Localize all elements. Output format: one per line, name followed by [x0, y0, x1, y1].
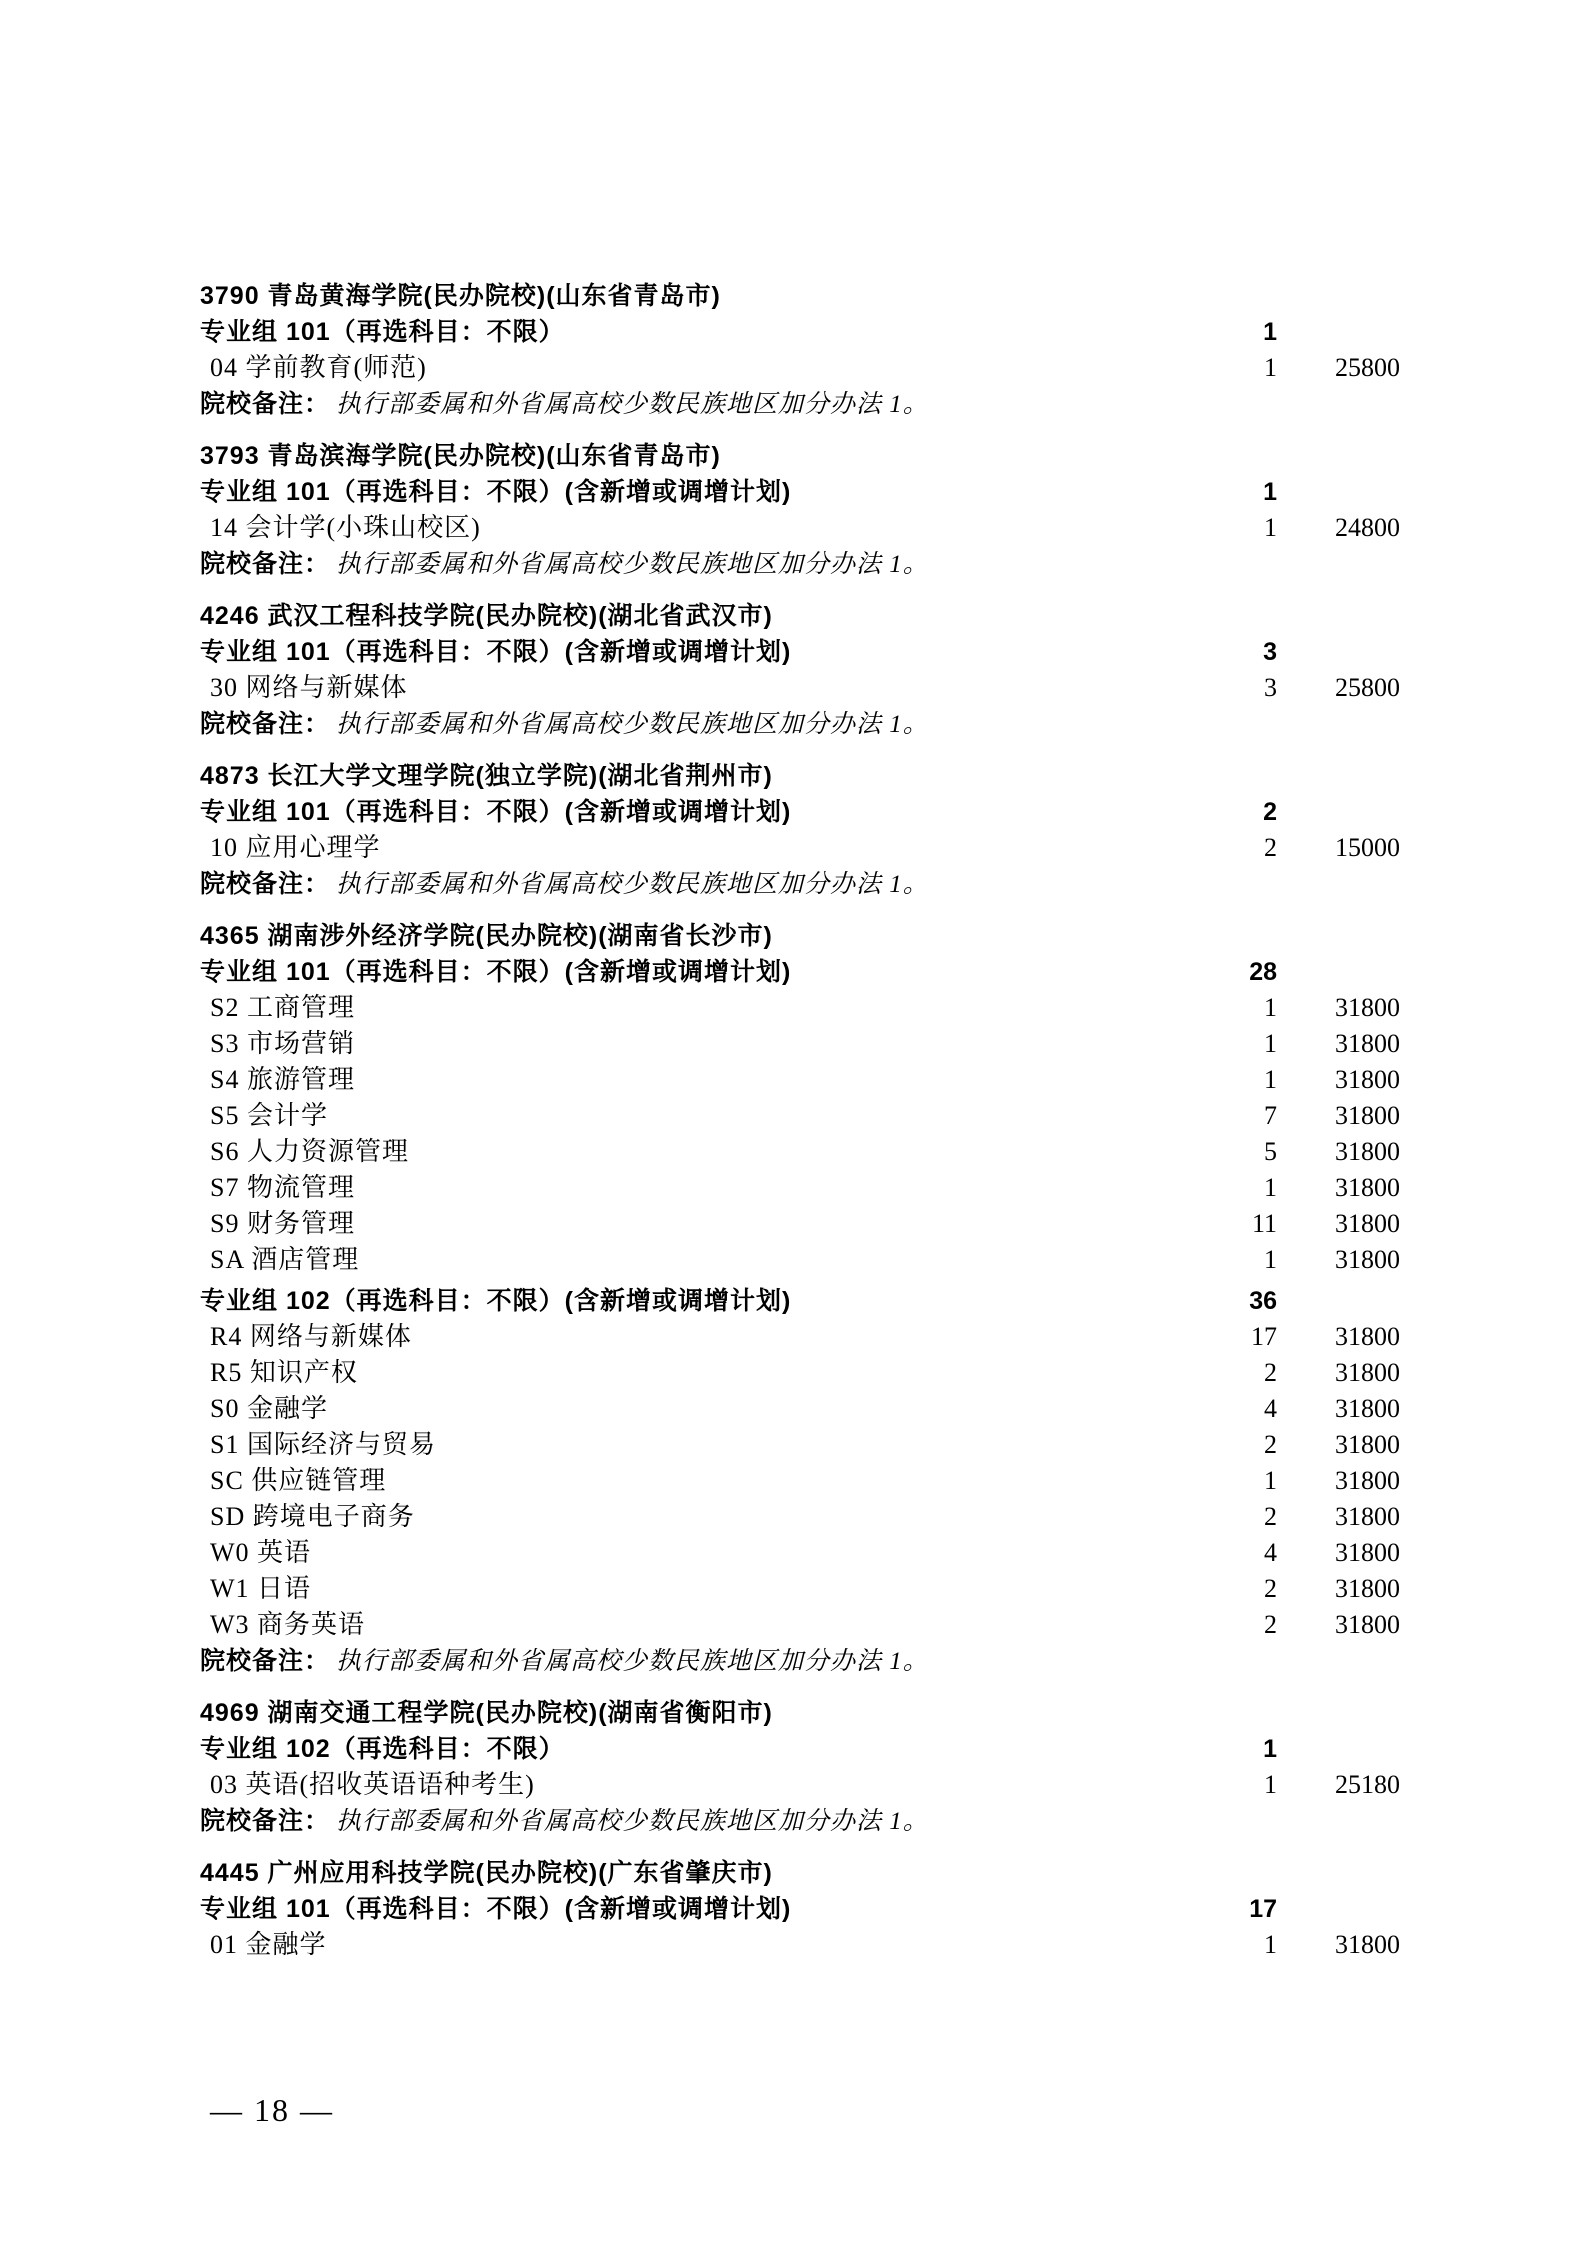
- group-plan-count: 28: [1249, 958, 1277, 986]
- major-name: 30 网络与新媒体: [210, 673, 408, 702]
- group-label: 专业组 101（再选科目：不限）(含新增或调增计划): [200, 958, 792, 986]
- major-plan-count: 2: [1264, 1574, 1277, 1603]
- major-name: W0 英语: [210, 1538, 312, 1567]
- remark-label: 院校备注：: [200, 1807, 331, 1835]
- remark-label: 院校备注：: [200, 550, 331, 578]
- major-name: 01 金融学: [210, 1930, 327, 1959]
- major-plan-count: 2: [1264, 1610, 1277, 1639]
- major-plan-count: 4: [1264, 1394, 1277, 1423]
- major-fee: 31800: [1335, 1137, 1400, 1166]
- major-fee: 31800: [1335, 1930, 1400, 1959]
- major-line: [200, 1134, 1400, 1170]
- major-name: S0 金融学: [210, 1394, 328, 1423]
- major-plan-count: 1: [1264, 1029, 1277, 1058]
- school-block: [200, 1695, 1400, 1839]
- remark-text: 执行部委属和外省属高校少数民族地区加分办法 1。: [336, 871, 929, 898]
- major-plan-count: 2: [1264, 833, 1277, 862]
- school-block: [200, 918, 1400, 1679]
- school-block: [200, 598, 1400, 742]
- major-name: S2 工商管理: [210, 993, 355, 1022]
- remark-label: 院校备注：: [200, 390, 331, 418]
- group-line: [200, 1891, 1400, 1927]
- major-name: SC 供应链管理: [210, 1466, 387, 1495]
- group-line: [200, 1731, 1400, 1767]
- major-fee: 31800: [1335, 1574, 1400, 1603]
- major-fee: 31800: [1335, 1101, 1400, 1130]
- major-plan-count: 1: [1264, 513, 1277, 542]
- major-fee: 31800: [1335, 1610, 1400, 1639]
- group-plan-count: 1: [1263, 318, 1277, 346]
- major-line: [200, 1463, 1400, 1499]
- major-fee: 15000: [1335, 833, 1400, 862]
- major-line: [200, 1242, 1400, 1278]
- school-block: [200, 278, 1400, 422]
- major-name: 03 英语(招收英语语种考生): [210, 1770, 535, 1799]
- major-plan-count: 3: [1264, 673, 1277, 702]
- school-line: 4969 湖南交通工程学院(民办院校)(湖南省衡阳市): [200, 1699, 773, 1727]
- remark-line: [200, 1803, 1400, 1839]
- group-label: 专业组 101（再选科目：不限）(含新增或调增计划): [200, 798, 792, 826]
- major-fee: 31800: [1335, 1394, 1400, 1423]
- major-fee: 31800: [1335, 1029, 1400, 1058]
- school-block: [200, 438, 1400, 582]
- major-name: 04 学前教育(师范): [210, 353, 427, 382]
- remark-text: 执行部委属和外省属高校少数民族地区加分办法 1。: [336, 711, 929, 738]
- major-plan-count: 4: [1264, 1538, 1277, 1567]
- major-line: [200, 990, 1400, 1026]
- major-plan-count: 2: [1264, 1430, 1277, 1459]
- major-plan-count: 1: [1264, 1930, 1277, 1959]
- major-line: [200, 1355, 1400, 1391]
- remark-label: 院校备注：: [200, 1647, 331, 1675]
- major-name: W1 日语: [210, 1574, 312, 1603]
- major-plan-count: 11: [1251, 1209, 1277, 1238]
- school-line: 4873 长江大学文理学院(独立学院)(湖北省荆州市): [200, 762, 773, 790]
- major-plan-count: 1: [1264, 1173, 1277, 1202]
- major-fee: 31800: [1335, 1430, 1400, 1459]
- major-plan-count: 1: [1264, 993, 1277, 1022]
- major-line: [200, 350, 1400, 386]
- remark-text: 执行部委属和外省属高校少数民族地区加分办法 1。: [336, 391, 929, 418]
- major-name: S4 旅游管理: [210, 1065, 355, 1094]
- school-block: [200, 1855, 1400, 1963]
- major-fee: 31800: [1335, 1466, 1400, 1495]
- major-line: [200, 670, 1400, 706]
- major-name: S1 国际经济与贸易: [210, 1430, 436, 1459]
- remark-line: [200, 1643, 1400, 1679]
- major-plan-count: 17: [1251, 1322, 1277, 1351]
- major-line: [200, 1927, 1400, 1963]
- remark-line: [200, 546, 1400, 582]
- group-line: [200, 1283, 1400, 1319]
- school-line: 4445 广州应用科技学院(民办院校)(广东省肇庆市): [200, 1859, 773, 1887]
- major-plan-count: 5: [1264, 1137, 1277, 1166]
- major-plan-count: 1: [1264, 1466, 1277, 1495]
- major-fee: 31800: [1335, 1358, 1400, 1387]
- major-fee: 25800: [1335, 673, 1400, 702]
- major-name: S3 市场营销: [210, 1029, 355, 1058]
- major-plan-count: 1: [1264, 1065, 1277, 1094]
- group-label: 专业组 101（再选科目：不限）(含新增或调增计划): [200, 478, 792, 506]
- remark-text: 执行部委属和外省属高校少数民族地区加分办法 1。: [336, 551, 929, 578]
- major-line: [200, 1571, 1400, 1607]
- major-plan-count: 2: [1264, 1502, 1277, 1531]
- admission-plan-page: [200, 278, 1400, 1963]
- major-line: [200, 1427, 1400, 1463]
- remark-line: [200, 866, 1400, 902]
- major-plan-count: 2: [1264, 1358, 1277, 1387]
- school-line: 3793 青岛滨海学院(民办院校)(山东省青岛市): [200, 442, 721, 470]
- major-plan-count: 1: [1264, 1245, 1277, 1274]
- major-name: SD 跨境电子商务: [210, 1502, 415, 1531]
- major-plan-count: 1: [1264, 1770, 1277, 1799]
- major-line: [200, 830, 1400, 866]
- major-name: S5 会计学: [210, 1101, 328, 1130]
- major-line: [200, 1535, 1400, 1571]
- major-line: [200, 1319, 1400, 1355]
- major-name: S9 财务管理: [210, 1209, 355, 1238]
- school-line: 4246 武汉工程科技学院(民办院校)(湖北省武汉市): [200, 602, 773, 630]
- group-line: [200, 474, 1400, 510]
- remark-line: [200, 386, 1400, 422]
- major-fee: 25800: [1335, 353, 1400, 382]
- major-line: [200, 1767, 1400, 1803]
- major-line: [200, 1607, 1400, 1643]
- group-line: [200, 634, 1400, 670]
- major-name: R5 知识产权: [210, 1358, 358, 1387]
- major-line: [200, 1026, 1400, 1062]
- school-line: 4365 湖南涉外经济学院(民办院校)(湖南省长沙市): [200, 922, 773, 950]
- major-name: SA 酒店管理: [210, 1245, 360, 1274]
- remark-label: 院校备注：: [200, 710, 331, 738]
- major-fee: 31800: [1335, 993, 1400, 1022]
- major-line: [200, 1391, 1400, 1427]
- major-fee: 31800: [1335, 1502, 1400, 1531]
- remark-text: 执行部委属和外省属高校少数民族地区加分办法 1。: [336, 1808, 929, 1835]
- major-line: [200, 1206, 1400, 1242]
- major-line: [200, 1062, 1400, 1098]
- major-name: W3 商务英语: [210, 1610, 366, 1639]
- group-line: [200, 314, 1400, 350]
- major-plan-count: 1: [1264, 353, 1277, 382]
- major-fee: 31800: [1335, 1245, 1400, 1274]
- page-number: [210, 2092, 334, 2128]
- group-label: 专业组 101（再选科目：不限）(含新增或调增计划): [200, 1895, 792, 1923]
- major-fee: 31800: [1335, 1322, 1400, 1351]
- group-label: 专业组 102（再选科目：不限）(含新增或调增计划): [200, 1287, 792, 1315]
- major-fee: 31800: [1335, 1065, 1400, 1094]
- group-plan-count: 3: [1263, 638, 1277, 666]
- remark-text: 执行部委属和外省属高校少数民族地区加分办法 1。: [336, 1648, 929, 1675]
- major-fee: 25180: [1335, 1770, 1400, 1799]
- school-line: 3790 青岛黄海学院(民办院校)(山东省青岛市): [200, 282, 721, 310]
- group-line: [200, 954, 1400, 990]
- group-plan-count: 1: [1263, 478, 1277, 506]
- major-fee: 31800: [1335, 1173, 1400, 1202]
- group-line: [200, 794, 1400, 830]
- major-fee: 31800: [1335, 1538, 1400, 1567]
- page-number-text: — 18 —: [210, 2092, 334, 2128]
- school-block: [200, 758, 1400, 902]
- group-plan-count: 17: [1249, 1895, 1277, 1923]
- major-plan-count: 7: [1264, 1101, 1277, 1130]
- remark-label: 院校备注：: [200, 870, 331, 898]
- major-name: 10 应用心理学: [210, 833, 381, 862]
- group-label: 专业组 101（再选科目：不限）(含新增或调增计划): [200, 638, 792, 666]
- major-fee: 31800: [1335, 1209, 1400, 1238]
- group-plan-count: 1: [1263, 1735, 1277, 1763]
- major-line: [200, 510, 1400, 546]
- group-plan-count: 2: [1263, 798, 1277, 826]
- group-plan-count: 36: [1249, 1287, 1277, 1315]
- major-name: R4 网络与新媒体: [210, 1322, 412, 1351]
- major-line: [200, 1098, 1400, 1134]
- major-line: [200, 1499, 1400, 1535]
- major-name: 14 会计学(小珠山校区): [210, 513, 481, 542]
- group-label: 专业组 102（再选科目：不限）: [200, 1735, 565, 1763]
- major-line: [200, 1170, 1400, 1206]
- remark-line: [200, 706, 1400, 742]
- major-name: S6 人力资源管理: [210, 1137, 409, 1166]
- group-label: 专业组 101（再选科目：不限）: [200, 318, 565, 346]
- major-fee: 24800: [1335, 513, 1400, 542]
- major-name: S7 物流管理: [210, 1173, 355, 1202]
